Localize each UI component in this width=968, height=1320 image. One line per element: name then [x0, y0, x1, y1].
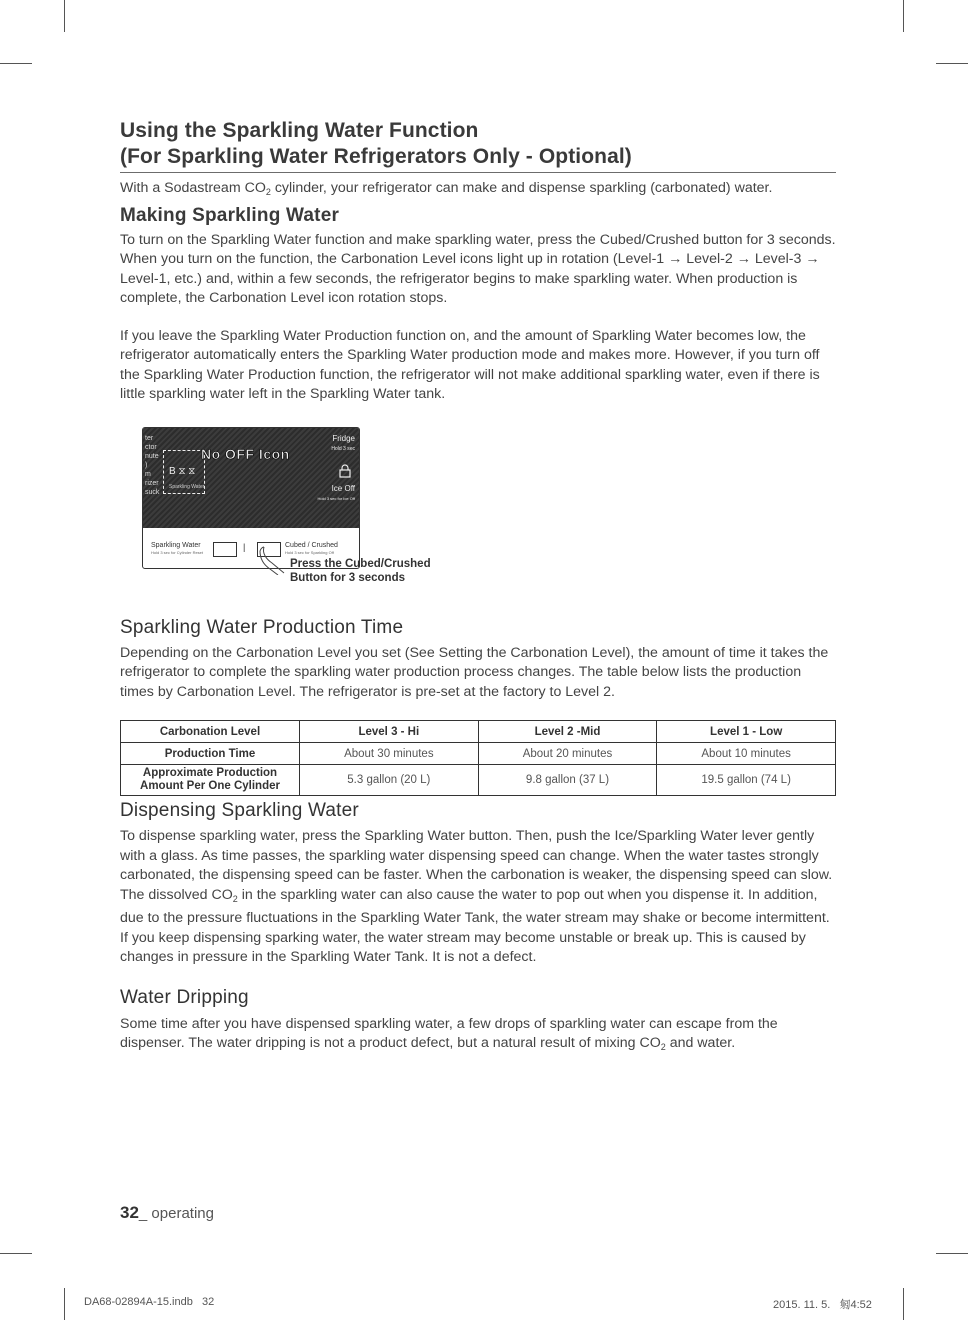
sparkling-water-small-label: Sparkling Water — [169, 483, 205, 490]
lock-icon — [339, 464, 351, 481]
crop-mark — [936, 63, 968, 64]
section-name: _ operating — [138, 1205, 214, 1222]
carbonation-level-icons: B ⧖ ⧖ — [169, 465, 196, 477]
press-callout: Press the Cubed/Crushed Button for 3 seconds — [290, 557, 431, 584]
production-heading: Sparkling Water Production Time — [120, 616, 404, 638]
table-row-label: Approximate Production Amount Per One Cylinder — [121, 765, 300, 796]
finger-press-icon — [250, 545, 286, 575]
crop-mark — [64, 0, 65, 32]
button-separator: | — [243, 541, 246, 552]
dripping-heading: Water Dripping — [120, 986, 249, 1008]
table-header-cell: Level 2 -Mid — [478, 721, 657, 743]
intro-paragraph: With a Sodastream $CO_2$ cylinder, your refrigerator can make and dispense sparkling (carbonated) water. — [120, 180, 773, 197]
sparkling-water-button[interactable] — [213, 542, 237, 557]
title-rule — [120, 172, 836, 173]
making-para-2: If you leave the Sparkling Water Production function on, and the amount of Sparkling Water becomes low, the refrigerator automatically enters the Sparkling Water production mode and makes more. However, if you turn off the Sparkling Water Production function, the refrigerator will not make additional sparkling water, even if there is little sparkling water left in the Sparkling Water tank. — [120, 327, 820, 402]
panel-left-labels: ter ctor nute ) m rizer suck — [145, 434, 160, 496]
table-cell: 19.5 gallon (74 L) — [657, 765, 836, 796]
making-para-1: To turn on the Sparkling Water function and make sparkling water, press the Cubed/Crushed button for 3 seconds. When you turn on the function, the Carbonation Level icons light up in rotation (Level-1 → Level-2 → Level-3 → Level-1, etc.) and, within a few seconds, the refrigerator begins to make sparkling water. When production is complete, the Carbonation Level icon rotation stops. — [120, 231, 836, 306]
table-header-cell: Carbonation Level — [121, 721, 300, 743]
page-title — [120, 118, 836, 170]
no-off-icon-label: No OFF Icon — [201, 445, 290, 462]
fridge-label: Fridge Hold 3 sec — [331, 433, 355, 452]
production-para: Depending on the Carbonation Level you set (See Setting the Carbonation Level), the amount of time it takes the refrigerator to complete the sparkling water production process changes. The table below lists the production times by Carbonation Level. The refrigerator is pre-set at the factory to Level 2. — [120, 644, 829, 700]
cubed-crushed-hint: Hold 3 sec for Sparkling Off — [285, 549, 334, 555]
panel-display — [143, 428, 359, 528]
control-panel-figure — [120, 427, 836, 609]
title-line-1: Using the Sparkling Water Function — [120, 119, 479, 142]
crop-mark — [936, 1253, 968, 1254]
making-heading: Making Sparkling Water — [120, 204, 340, 226]
crop-mark — [64, 1288, 65, 1320]
table-cell: 5.3 gallon (20 L) — [300, 765, 479, 796]
table-header-cell: Level 1 - Low — [657, 721, 836, 743]
cubed-crushed-button-label: Cubed / Crushed — [285, 541, 338, 549]
crop-mark — [0, 63, 32, 64]
dispensing-para-3: If you keep dispensing sparking water, the water stream may become unstable or break up. This is caused by changes in pressure in the Sparkling Water Tank. It is not a defect. — [120, 929, 806, 965]
table-row — [121, 721, 836, 743]
crop-mark — [903, 1288, 904, 1320]
sparkling-water-hint: Hold 3 sec for Cylinder Reset — [151, 549, 204, 555]
dispensing-para-2: The dissolved $CO_2$ in the sparkling water can also cause the water to pop out when you dispense it. In addition, due to the pressure fluctuations in the Sparkling Water Tank, the water stream may shake or become intermittent. — [120, 886, 830, 926]
dispensing-para-1: To dispense sparkling water, press the Sparkling Water button. Then, push the Ice/Sparkling Water lever gently with a glass. As time passes, the sparkling water dispensing speed can change. When the water tastes strongly carbonated, the dispensing speed can be faster. When the carbonation is weaker, the dispensing speed can slow. — [120, 828, 833, 883]
print-slug-right: 2015. 11. 5. 匑4:52 — [773, 1299, 872, 1311]
crop-mark — [0, 1253, 32, 1254]
table-cell: About 30 minutes — [300, 743, 479, 765]
table-header-cell: Level 3 - Hi — [300, 721, 479, 743]
table-row-label: Production Time — [121, 743, 300, 765]
page-content — [120, 118, 836, 1058]
print-slug-left: DA68-02894A-15.indb 32 — [84, 1296, 215, 1308]
dispensing-heading: Dispensing Sparkling Water — [120, 800, 359, 821]
production-time-table — [120, 720, 836, 796]
table-cell: About 20 minutes — [478, 743, 657, 765]
ice-off-label: Ice Off Hold 3 sec for Ice Off — [317, 483, 355, 501]
page-footer — [120, 1203, 214, 1223]
sparkling-water-button-label: Sparkling Water — [151, 541, 201, 549]
dripping-para: Some time after you have dispensed sparkling water, a few drops of sparkling water can escape from the dispenser. The water dripping is not a product defect, but a natural result of mixing $CO_2$ and water. — [120, 1015, 778, 1052]
title-line-2: (For Sparkling Water Refrigerators Only - Optional) — [120, 145, 632, 168]
crop-mark — [903, 0, 904, 32]
page-number: 32 — [120, 1203, 139, 1222]
table-row — [121, 765, 836, 796]
table-cell: About 10 minutes — [657, 743, 836, 765]
table-cell: 9.8 gallon (37 L) — [478, 765, 657, 796]
table-row — [121, 743, 836, 765]
